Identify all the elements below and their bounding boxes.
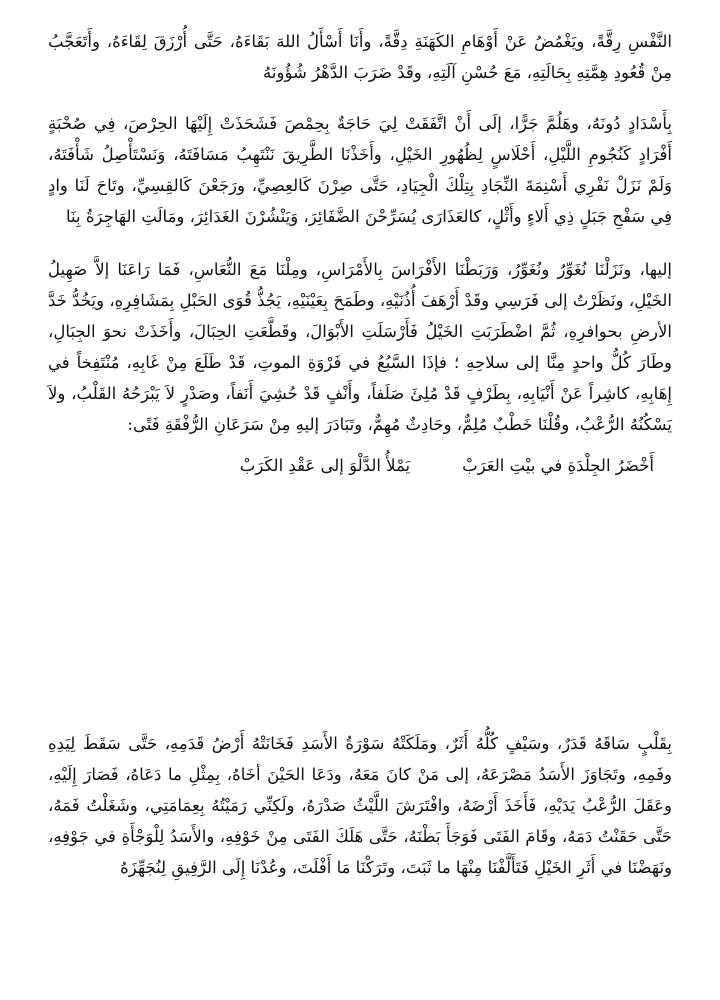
document-page	[48, 26, 673, 877]
paragraph-3: إليها، ونَزَلْنَا نُغَوِّرُ ونُغَوِّرُ، وَرَبَطْنَا الأَفْرَاسَ بِالأَمْرَاسِ، ومِلْنَا مَعَ النُّعَاسِ، فَمَا رَاعَنَا إلاَّ صَهِيلُ الخَيْلِ، ونَظَرْتُ إلى فَرَسِي وقَدْ أَرْهَفَ أُذُنَيْهِ، وطَمَحَ بِعَيْنَيْهِ، يَجُذُّ قُوَى الحَبْلِ بِمَشَافِرِهِ، ويَخُدُّ خَدَّ الأرضِ بحوافرِهِ، ثُمَّ اضْطَرَبَتِ الخَيْلُ فَأَرْسَلَتِ الأَبْوَالَ، وقَطَّعَتِ الحِبَالَ، وأَخَذَتْ نحوَ الجِبَالِ، وطَارَ كُلُّ واحدٍ مِنَّا إلى سلاحِهِ ؛ فإذَا السَّبُعُ في فَرْوَةِ الموتِ، قَدْ طَلَعَ مِنْ غَابِهِ، مُنْتَفِخاً في إِهَابِهِ، كاشِراً عَنْ أَنْيَابِهِ، بِطَرْفٍ قَدْ مُلِئَ صَلَفاً، وأَنْفٍ قَدْ حُشِيَ أَنَفاً، وصَدْرٍ لاَ يَبْرَحُهُ القَلْبُ، ولاَ يَسْكُنُهُ الرُّعْبُ، وقُلْنَا خَطْبٌ مُلِمٌّ، وحَادِثٌ مُهِمٌّ، وتَبَادَرَ إليهِ مِنْ سَرَعَانِ الرُّفْقَةِ فَتًى:	[48, 260, 672, 434]
paragraph-4: بِقَلْبٍ سَاقَهُ قَدَرٌ، وسَيْفٍ كُلُّهُ أَثَرٌ، ومَلَكَتْهُ سَوْرَةُ الأَسَدِ فَخَانَتْهُ أَرْضُ قَدَمِهِ، حَتَّى سَقَطَ لِيَدِهِ وفَمِهِ، وتَجَاوَزَ الأَسَدُ مَصْرَعَهُ، إلى مَنْ كانَ مَعَهُ، ودَعَا الحَيْنَ أخَاهُ، بِمِثْلِ ما دَعَاهُ، فَصَارَ إِلَيْهِ، وعَقَلَ الرُّعْبُ يَدَيْهِ، فَأَخَذَ أَرْضَهُ، وافْتَرَشَ اللَّيْثُ صَدْرَهُ، ولَكِنِّي رَمَيْتُهُ بِعِمَامَتِي، وشَغَلْتُ فَمَهُ، حَتَّى حَقَنْتُ دَمَهُ، وقَامَ الفَتَى فَوَجَأَ بَطْنَهُ، حَتَّى هَلَكَ الفَتَى مِنْ خَوْفِهِ، والأَسَدُ لِلْوَجْأَةِ في جَوْفِهِ، ونَهَضْنَا في أَثَرِ الخَيْلِ فَتَأَلَّفْنَا مِنْهَا ما ثَبَتَ، وتَرَكْنَا مَا أَفْلَتَ، وعُدْنَا إِلَى الرَّفِيقِ لِنُجَهِّزَهُ	[48, 734, 672, 877]
verse-second-hemistich: يَمْلأُ الدَّلْوَ إلى عَقْدِ الكَرَبْ	[239, 456, 411, 475]
paragraph-2: بِأَسْدَادٍ دُونَهُ، وهَلُمَّ جَرًّا، إلَى أَنْ اتَّفَقَتْ لِيَ حَاجَةٌ بِحِمْصَ فَشَحَذَتْ إِلَيْهَا الحِرْصَ، فِي صُحْبَةٍ أَفْرَادٍ كَنُجُومِ اللَّيْلِ، أَحْلَاسٍ لِظُهُورِ الخَيْلِ، وأَخَذْنَا الطَّرِيقَ نَنْتَهِبُ مَسَافَتَهُ، وَنَسْتَأْصِلُ شَأْفَتَهُ، وَلَمْ نَزَلْ نَفْرِي أَسْنِمَةَ النِّجَادِ بِتِلْكَ الْجِيَادِ، حَتَّى صِرْنَ كَالعِصِيِّ، ورَجَعْنَ كَالقِسِيِّ، وتَاحَ لَنَا وادٍ فِي سَفْحِ جَبَلٍ ذِي أَلاءٍ وأَثْلٍ، كالعَذَارَى يُسَرِّحْنَ الضَّفَائِرَ، وَيَنْشُرْنَ الغَدَائِرَ، ومَالَتِ الهَاجِرَةُ بِنَا	[48, 114, 673, 226]
paragraph-1: النَّفْسِ رِقَّةً، ويَغْمُضُ عَنْ أَوْهَامِ الكَهَنَةِ دِقَّةً، وأَنَا أَسْأَلُ اللهَ بَقَاءَهُ، حَتَّى أُرْزَقَ لِقَاءَهُ، وأَتَعَجَّبُ مِنْ قُعُودِ هِمَّتِهِ بِحَالَتِهِ، مَعَ حُسْنِ آلَتِهِ، وقَدْ ضَرَبَ الدَّهْرُ شُؤُونَهُ	[48, 32, 672, 82]
poetry-verse	[48, 450, 654, 481]
verse-first-hemistich: أَخْضَرُ الجِلْدَةِ في بيْتِ العَرَبْ	[462, 456, 654, 475]
